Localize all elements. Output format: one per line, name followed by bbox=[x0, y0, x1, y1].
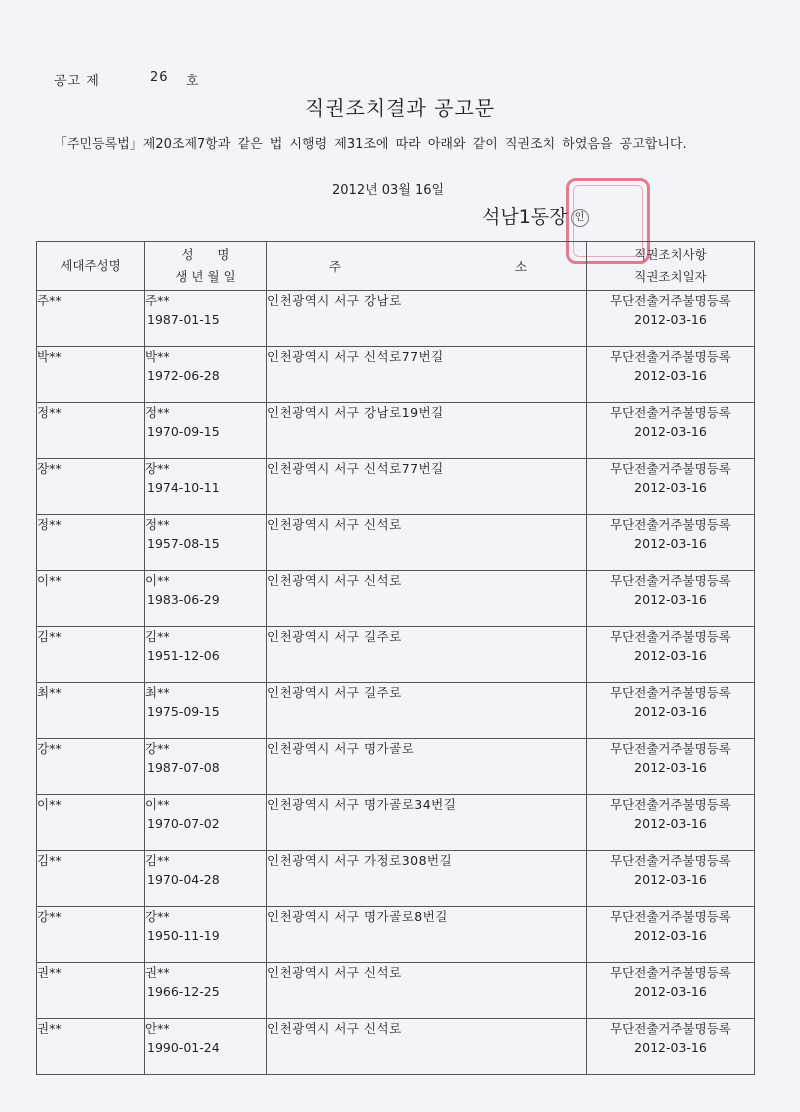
cell-action bbox=[587, 571, 755, 627]
table-row bbox=[37, 403, 755, 459]
notice-date: 2012년 03월 16일 bbox=[332, 183, 445, 198]
notice-number-value: 26 bbox=[150, 70, 169, 85]
cell-action-date: 2012-03-16 bbox=[634, 704, 707, 719]
table-row bbox=[37, 907, 755, 963]
cell-action-type: 무단전출거주불명등록 bbox=[610, 573, 731, 588]
cell-name-birth bbox=[145, 851, 267, 907]
cell-action-date: 2012-03-16 bbox=[634, 536, 707, 551]
cell-name-birth bbox=[145, 795, 267, 851]
cell-action bbox=[587, 683, 755, 739]
roster-table bbox=[36, 241, 755, 1075]
roster-body bbox=[37, 291, 755, 1075]
cell-birth: 1950-11-19 bbox=[147, 928, 220, 943]
cell-name-birth bbox=[145, 963, 267, 1019]
cell-action-type: 무단전출거주불명등록 bbox=[610, 853, 731, 868]
cell-name: 최** bbox=[145, 685, 170, 700]
cell-action bbox=[587, 1019, 755, 1075]
cell-address: 인천광역시 서구 길주로 bbox=[267, 683, 587, 739]
cell-name: 장** bbox=[145, 461, 170, 476]
cell-action-type: 무단전출거주불명등록 bbox=[610, 405, 731, 420]
cell-birth: 1987-01-15 bbox=[147, 312, 220, 327]
cell-name: 정** bbox=[145, 517, 170, 532]
cell-action bbox=[587, 515, 755, 571]
notice-number-suffix: 호 bbox=[186, 74, 200, 89]
cell-action-type: 무단전출거주불명등록 bbox=[610, 797, 731, 812]
header-address-right: 소 bbox=[515, 259, 528, 274]
cell-name: 김** bbox=[145, 629, 170, 644]
header-address bbox=[267, 242, 587, 291]
page-title: 직권조치결과 공고문 bbox=[304, 96, 496, 120]
cell-action bbox=[587, 907, 755, 963]
notice-number-prefix: 공고 제 bbox=[54, 74, 100, 89]
table-row bbox=[37, 795, 755, 851]
cell-action-type: 무단전출거주불명등록 bbox=[610, 965, 731, 980]
cell-name-birth bbox=[145, 291, 267, 347]
issuer-name: 석남1동장 bbox=[482, 206, 568, 228]
cell-address: 인천광역시 서구 가정로308번길 bbox=[267, 851, 587, 907]
cell-holder: 김** bbox=[37, 627, 145, 683]
cell-name: 강** bbox=[145, 741, 170, 756]
table-row bbox=[37, 739, 755, 795]
table-row bbox=[37, 347, 755, 403]
cell-action-date: 2012-03-16 bbox=[634, 872, 707, 887]
cell-action-type: 무단전출거주불명등록 bbox=[610, 1021, 731, 1036]
cell-action bbox=[587, 851, 755, 907]
cell-holder: 주** bbox=[37, 291, 145, 347]
cell-birth: 1974-10-11 bbox=[147, 480, 220, 495]
cell-birth: 1951-12-06 bbox=[147, 648, 220, 663]
cell-holder: 강** bbox=[37, 739, 145, 795]
cell-name-birth bbox=[145, 515, 267, 571]
cell-action bbox=[587, 347, 755, 403]
cell-birth: 1970-04-28 bbox=[147, 872, 220, 887]
table-row bbox=[37, 459, 755, 515]
cell-action bbox=[587, 795, 755, 851]
cell-name: 이** bbox=[145, 573, 170, 588]
cell-name: 강** bbox=[145, 909, 170, 924]
cell-action-date: 2012-03-16 bbox=[634, 816, 707, 831]
cell-birth: 1990-01-24 bbox=[147, 1040, 220, 1055]
cell-name: 정** bbox=[145, 405, 170, 420]
cell-birth: 1983-06-29 bbox=[147, 592, 220, 607]
cell-action-type: 무단전출거주불명등록 bbox=[610, 517, 731, 532]
cell-holder: 김** bbox=[37, 851, 145, 907]
cell-name: 박** bbox=[145, 349, 170, 364]
cell-action-date: 2012-03-16 bbox=[634, 648, 707, 663]
cell-address: 인천광역시 서구 신석로 bbox=[267, 515, 587, 571]
cell-name-birth bbox=[145, 1019, 267, 1075]
cell-birth: 1970-09-15 bbox=[147, 424, 220, 439]
cell-holder: 이** bbox=[37, 571, 145, 627]
cell-holder: 정** bbox=[37, 403, 145, 459]
cell-holder: 정** bbox=[37, 515, 145, 571]
cell-address: 인천광역시 서구 신석로 bbox=[267, 1019, 587, 1075]
cell-name: 안** bbox=[145, 1021, 170, 1036]
table-row bbox=[37, 571, 755, 627]
cell-name: 이** bbox=[145, 797, 170, 812]
cell-name-birth bbox=[145, 347, 267, 403]
cell-name-birth bbox=[145, 403, 267, 459]
table-row bbox=[37, 851, 755, 907]
cell-action-type: 무단전출거주불명등록 bbox=[610, 629, 731, 644]
cell-action-date: 2012-03-16 bbox=[634, 480, 707, 495]
table-row bbox=[37, 515, 755, 571]
cell-name-birth bbox=[145, 571, 267, 627]
cell-address: 인천광역시 서구 명가골로 bbox=[267, 739, 587, 795]
header-birth: 생 년 월 일 bbox=[175, 269, 236, 284]
cell-holder: 강** bbox=[37, 907, 145, 963]
cell-holder: 권** bbox=[37, 963, 145, 1019]
cell-name-birth bbox=[145, 627, 267, 683]
header-action-label: 직권조치사항 bbox=[634, 247, 707, 262]
cell-address: 인천광역시 서구 명가골로8번길 bbox=[267, 907, 587, 963]
header-name-birth bbox=[145, 242, 267, 291]
cell-action-date: 2012-03-16 bbox=[634, 592, 707, 607]
cell-name-birth bbox=[145, 907, 267, 963]
cell-holder: 박** bbox=[37, 347, 145, 403]
cell-action-date: 2012-03-16 bbox=[634, 760, 707, 775]
notice-number bbox=[54, 70, 200, 89]
cell-action bbox=[587, 627, 755, 683]
cell-action-type: 무단전출거주불명등록 bbox=[610, 293, 731, 308]
cell-name: 주** bbox=[145, 293, 170, 308]
cell-birth: 1970-07-02 bbox=[147, 816, 220, 831]
notice-body: 「주민등록법」제20조제7항과 같은 법 시행령 제31조에 따라 아래와 같이 직권조치 하였음을 공고합니다. bbox=[54, 137, 687, 152]
cell-name-birth bbox=[145, 459, 267, 515]
cell-action-date: 2012-03-16 bbox=[634, 368, 707, 383]
cell-action-date: 2012-03-16 bbox=[634, 984, 707, 999]
cell-action-date: 2012-03-16 bbox=[634, 424, 707, 439]
cell-address: 인천광역시 서구 명가골로34번길 bbox=[267, 795, 587, 851]
table-row bbox=[37, 963, 755, 1019]
cell-name: 권** bbox=[145, 965, 170, 980]
table-row bbox=[37, 683, 755, 739]
cell-action-date: 2012-03-16 bbox=[634, 928, 707, 943]
cell-address: 인천광역시 서구 신석로 bbox=[267, 963, 587, 1019]
cell-address: 인천광역시 서구 강남로19번길 bbox=[267, 403, 587, 459]
cell-name: 김** bbox=[145, 853, 170, 868]
header-name: 성 명 bbox=[181, 247, 230, 262]
cell-birth: 1957-08-15 bbox=[147, 536, 220, 551]
header-action-date: 직권조치일자 bbox=[634, 269, 707, 284]
cell-birth: 1987-07-08 bbox=[147, 760, 220, 775]
cell-action bbox=[587, 291, 755, 347]
cell-address: 인천광역시 서구 길주로 bbox=[267, 627, 587, 683]
cell-birth: 1975-09-15 bbox=[147, 704, 220, 719]
cell-action-type: 무단전출거주불명등록 bbox=[610, 685, 731, 700]
cell-action-type: 무단전출거주불명등록 bbox=[610, 461, 731, 476]
header-address-left: 주 bbox=[329, 259, 342, 274]
header-holder: 세대주성명 bbox=[37, 242, 145, 291]
cell-holder: 권** bbox=[37, 1019, 145, 1075]
cell-action bbox=[587, 459, 755, 515]
cell-action-type: 무단전출거주불명등록 bbox=[610, 741, 731, 756]
cell-action-date: 2012-03-16 bbox=[634, 312, 707, 327]
table-row bbox=[37, 291, 755, 347]
table-row bbox=[37, 1019, 755, 1075]
cell-holder: 이** bbox=[37, 795, 145, 851]
cell-action bbox=[587, 403, 755, 459]
cell-name-birth bbox=[145, 739, 267, 795]
issuer-mark: 인 bbox=[571, 209, 589, 227]
cell-action bbox=[587, 739, 755, 795]
cell-address: 인천광역시 서구 신석로77번길 bbox=[267, 459, 587, 515]
header-action bbox=[587, 242, 755, 291]
cell-address: 인천광역시 서구 신석로77번길 bbox=[267, 347, 587, 403]
cell-action-type: 무단전출거주불명등록 bbox=[610, 909, 731, 924]
table-header-row bbox=[37, 242, 755, 291]
cell-address: 인천광역시 서구 강남로 bbox=[267, 291, 587, 347]
cell-action bbox=[587, 963, 755, 1019]
cell-holder: 장** bbox=[37, 459, 145, 515]
cell-birth: 1966-12-25 bbox=[147, 984, 220, 999]
cell-birth: 1972-06-28 bbox=[147, 368, 220, 383]
cell-address: 인천광역시 서구 신석로 bbox=[267, 571, 587, 627]
cell-holder: 최** bbox=[37, 683, 145, 739]
cell-action-date: 2012-03-16 bbox=[634, 1040, 707, 1055]
cell-name-birth bbox=[145, 683, 267, 739]
table-row bbox=[37, 627, 755, 683]
cell-action-type: 무단전출거주불명등록 bbox=[610, 349, 731, 364]
